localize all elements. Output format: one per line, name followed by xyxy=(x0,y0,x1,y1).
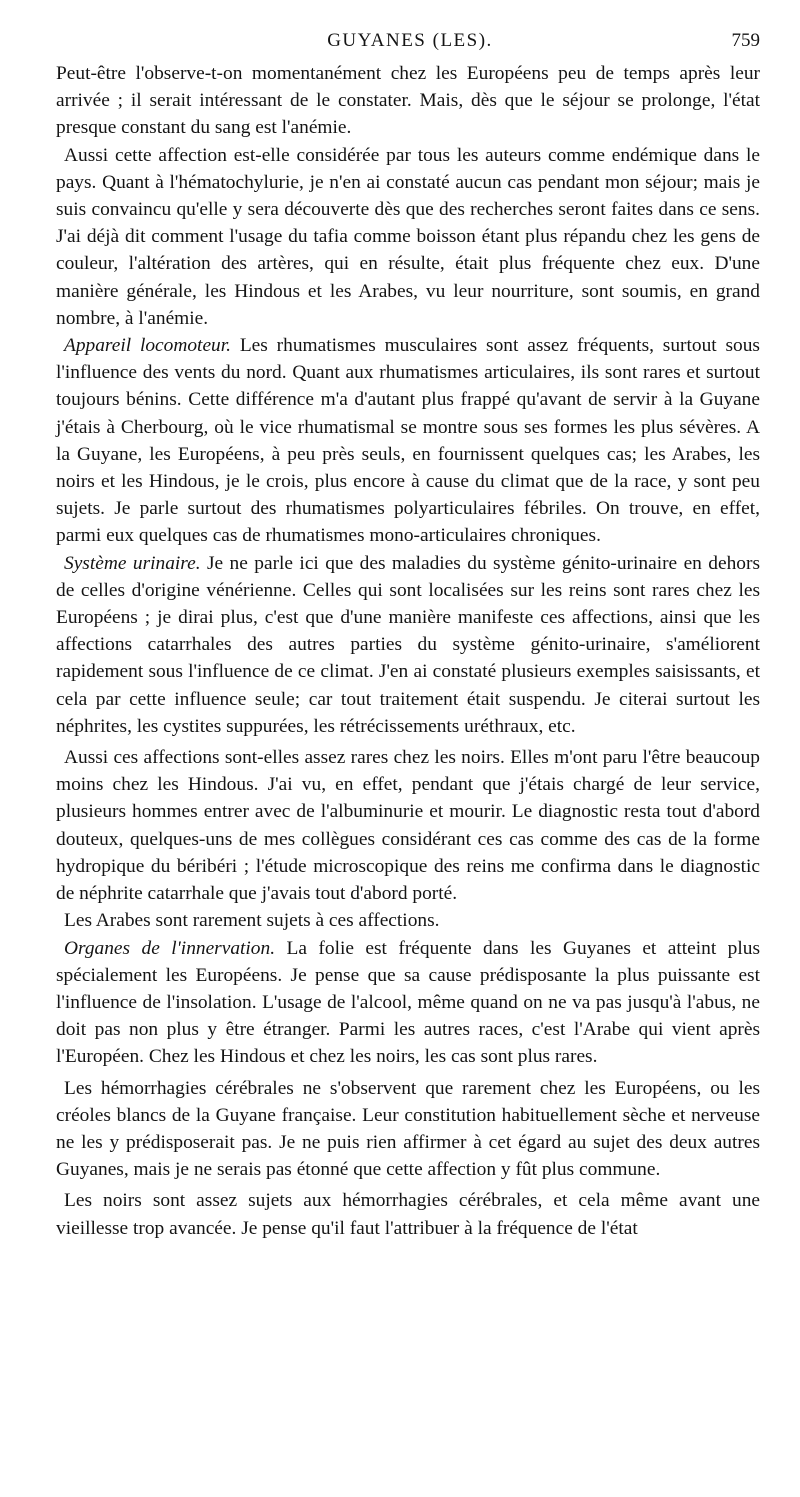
paragraph xyxy=(56,550,760,740)
body-text xyxy=(56,60,760,1242)
paragraph xyxy=(56,907,760,934)
paragraph xyxy=(56,1187,760,1241)
paragraph xyxy=(56,332,760,550)
running-header xyxy=(60,30,760,60)
paragraph-text: Aussi ces affections sont-elles assez rares chez les noirs. Elles m'ont paru l'être beaucoup moins chez les Hindous. J'ai vu, en effet, pendant que j'étais chargé de leur service, plusieurs hommes entrer avec de l'albuminurie et mourir. Le diagnostic resta tout d'abord douteux, quelques-uns de mes collègues considérant ces cas comme des cas de la forme hydropique du béribéri ; l'étude microscopique des reins me confirma dans le diagnostic de néphrite catarrhale que j'avais tout d'abord porté. xyxy=(56,747,760,905)
paragraph xyxy=(56,744,760,907)
paragraph-text: La folie est fréquente dans les Guyanes et atteint plus spécialement les Européens. Je pense que sa cause prédisposante la plus puissante est l'influence de l'insolation. L'usage de l'alcool, même quand on ne va pas jusqu'à l'abus, ne doit pas non plus y être étranger. Parmi les autres races, c'est l'Arabe qui vient après l'Européen. Chez les Hindous et chez les noirs, les cas sont plus rares. xyxy=(56,937,760,1068)
paragraph-text: Les hémorrhagies cérébrales ne s'observent que rarement chez les Européens, ou les créoles blancs de la Guyane française. Leur constitution habituellement sèche et nerveuse ne les y prédisposerait pas. Je ne puis rien affirmer à cet égard au sujet des deux autres Guyanes, mais je ne serais pas étonné que cette affection y fût plus commune. xyxy=(56,1077,760,1181)
paragraph-text: Les noirs sont assez sujets aux hémorrhagies cérébrales, et cela même avant une vieillesse trop avancée. Je pense qu'il faut l'attribuer à la fréquence de l'état xyxy=(56,1190,760,1239)
paragraph-text: Aussi cette affection est-elle considérée par tous les auteurs comme endémique dans le pays. Quant à l'hématochylurie, je n'en ai constaté aucun cas pendant mon séjour; mais je suis convaincu qu'elle y sera découverte dès que des recherches seront faites dans ce sens. J'ai déjà dit comment l'usage du tafia comme boisson étant plus répandu chez les gens de couleur, l'altération des artères, qui en résulte, était plus fréquente chez eux. D'une manière générale, les Hindous et les Arabes, vu leur nourriture, sont soumis, en grand nombre, à l'anémie. xyxy=(56,144,760,329)
running-title: GUYANES (LES). xyxy=(327,30,493,51)
paragraph-text: Peut-être l'observe-t-on momentanément chez les Européens peu de temps après leur arrivée ; il serait intéressant de le constater. Mais, dès que le séjour se prolonge, l'état presque constant du sang est l'anémie. xyxy=(56,63,760,139)
paragraph-text: Je ne parle ici que des maladies du système génito-urinaire en dehors de celles d'origine vénérienne. Celles qui sont localisées sur les reins sont rares chez les Européens ; je dirai plus, c'est que d'une manière manifeste ces affections, ainsi que les affections catarrhales des autres parties du système génito-urinaire, s'améliorent rapidement sous l'influence de ce climat. J'en ai constaté plusieurs exemples saisissants, et cela par cette influence seule; car tout traitement était suspendu. Je citerai surtout les néphrites, les cystites suppurées, les rétrécissements uréthraux, etc. xyxy=(56,552,760,737)
paragraph xyxy=(56,142,760,332)
page-number: 759 xyxy=(731,30,760,51)
paragraph-text: Les rhumatismes musculaires sont assez fréquents, surtout sous l'influence des vents du nord. Quant aux rhumatismes articulaires, ils sont rares et surtout toujours bénins. Cette différence m'a d'autant plus frappé qu'avant de servir à la Guyane j'étais à Cherbourg, où le vice rhumatismal se montre sous ses formes les plus sévères. A la Guyane, les Européens, à peu près seuls, en fournissent quelques cas; les Arabes, les noirs et les Hindous, je le crois, plus encore à cause du climat que de la race, y sont peu sujets. Je parle surtout des rhumatismes polyarticulaires fébriles. On trouve, en effet, parmi eux quelques cas de rhumatismes mono-articulaires chroniques. xyxy=(56,335,760,547)
paragraph-text: Les Arabes sont rarement sujets à ces affections. xyxy=(64,910,440,932)
section-lead: Système urinaire. xyxy=(64,552,201,574)
paragraph xyxy=(56,60,760,142)
paragraph xyxy=(56,935,760,1071)
paragraph xyxy=(56,1075,760,1184)
section-lead: Appareil locomoteur. xyxy=(64,335,231,357)
section-lead: Organes de l'innervation. xyxy=(64,937,276,959)
